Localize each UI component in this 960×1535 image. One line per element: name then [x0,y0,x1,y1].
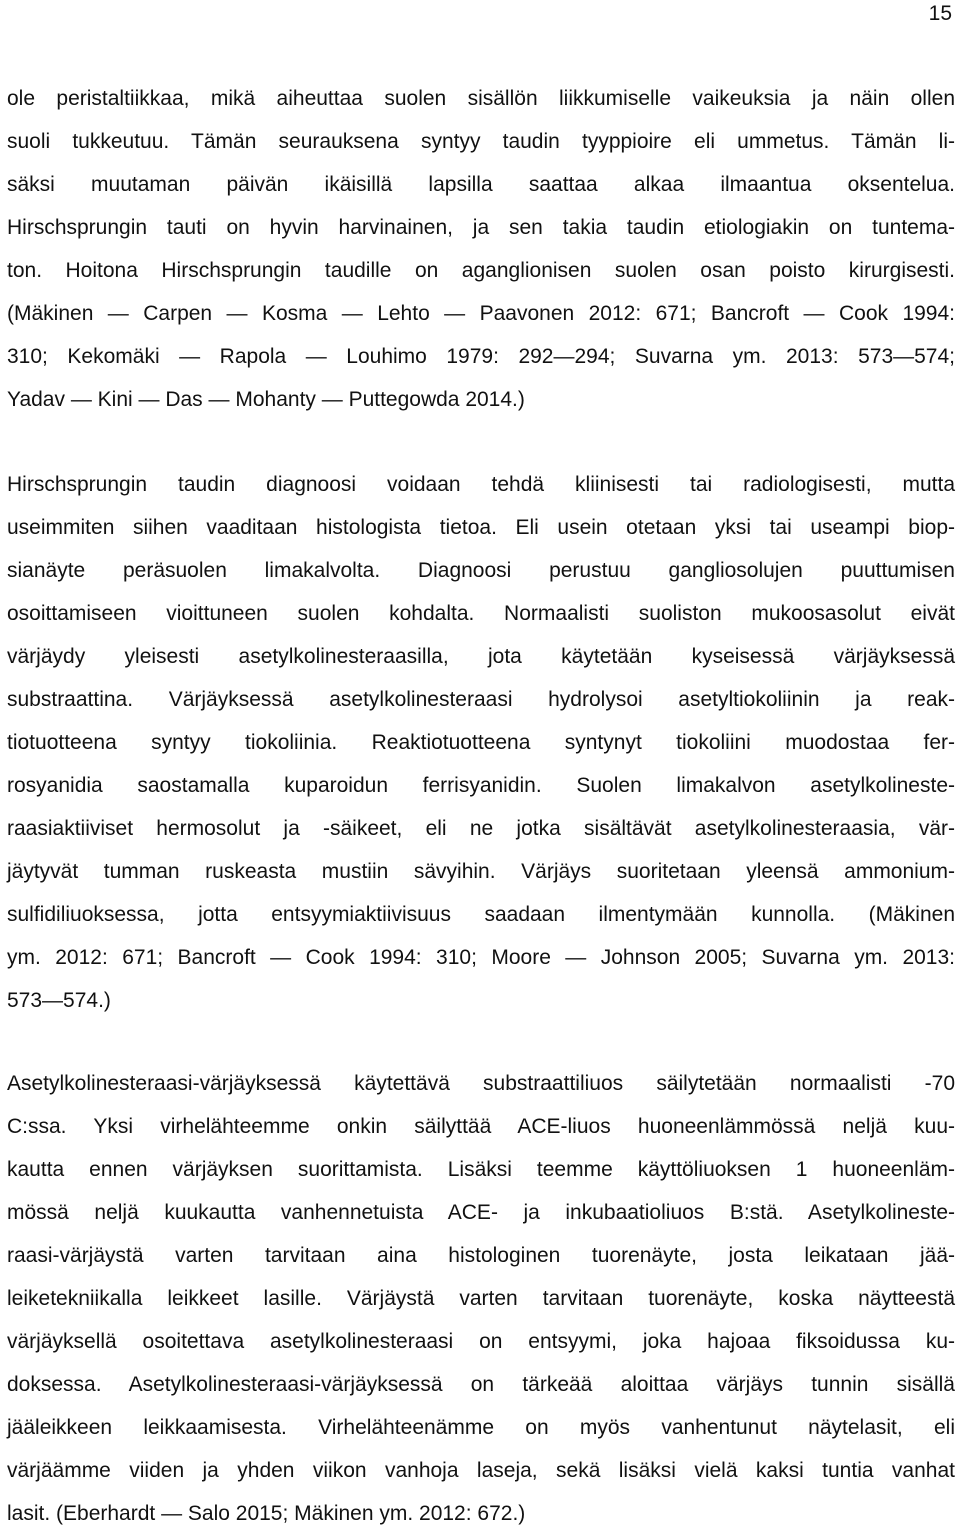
text-line: ole peristaltiikkaa, mikä aiheuttaa suolen sisällön liikkumiselle vaikeuksia ja näin ollen [7,87,955,110]
text-line: Hirschsprungin tauti on hyvin harvinainen, ja sen takia taudin etiologiakin on tuntema- [7,216,955,239]
text-line: jääleikkeen leikkaamisesta. Virhelähteenämme on myös vanhentunut näytelasit, eli [7,1416,955,1439]
text-line: doksessa. Asetylkolinesteraasi-värjäyksessä on tärkeää aloittaa värjäys tunnin sisällä [7,1373,955,1396]
text-line: leiketekniikalla leikkeet lasille. Värjäystä varten tarvitaan tuorenäyte, koska näytteestä [7,1287,955,1310]
text-line: useimmiten siihen vaaditaan histologista tietoa. Eli usein otetaan yksi tai useampi biop- [7,516,955,539]
paragraph-spacer [7,421,955,463]
text-line: raasiaktiiviset hermosolut ja -säikeet, eli ne jotka sisältävät asetylkolinesteraasia, vär- [7,817,955,840]
text-line: tiotuotteena syntyy tiokoliinia. Reaktiotuotteena syntynyt tiokoliini muodostaa fer- [7,731,955,754]
text-line: jäytyvät tumman ruskeasta mustiin sävyihin. Värjäys suoritetaan yleensä ammonium- [7,860,955,883]
text-line: rosyanidia saostamalla kuparoidun ferrisyanidin. Suolen limakalvon asetylkolineste- [7,774,955,797]
text-line: ton. Hoitona Hirschsprungin taudille on aganglionisen suolen osan poisto kirurgisesti. [7,259,955,282]
text-line: sulfidiliuoksessa, jotta entsyymiaktiivisuus saadaan ilmentymään kunnolla. (Mäkinen [7,903,955,926]
text-line: ym. 2012: 671; Bancroft — Cook 1994: 310; Moore — Johnson 2005; Suvarna ym. 2013: [7,946,955,969]
text-line: värjäyksellä osoitettava asetylkolinesteraasi on entsyymi, joka hajoaa fiksoidussa ku- [7,1330,955,1353]
paragraph-spacer [7,1022,955,1062]
text-line: sianäyte peräsuolen limakalvolta. Diagnoosi perustuu gangliosolujen puuttumisen [7,559,955,582]
paragraph-3 [7,1062,955,1535]
document-body [7,77,955,1535]
page-number: 15 [928,2,952,25]
text-line: lasit. (Eberhardt — Salo 2015; Mäkinen ym. 2012: 672.) [7,1502,526,1525]
text-line: mössä neljä kuukautta vanhennetuista ACE- ja inkubaatioliuos B:stä. Asetylkolineste- [7,1201,955,1224]
text-line: 310; Kekomäki — Rapola — Louhimo 1979: 292—294; Suvarna ym. 2013: 573—574; [7,345,955,368]
paragraph-2 [7,463,955,1022]
text-line: (Mäkinen — Carpen — Kosma — Lehto — Paavonen 2012: 671; Bancroft — Cook 1994: [7,302,955,325]
text-line: C:ssa. Yksi virhelähteemme onkin säilyttää ACE-liuos huoneenlämmössä neljä kuu- [7,1115,955,1138]
text-line: Yadav — Kini — Das — Mohanty — Puttegowda 2014.) [7,388,525,411]
text-line: kautta ennen värjäyksen suorittamista. Lisäksi teemme käyttöliuoksen 1 huoneenläm- [7,1158,955,1181]
text-line: suoli tukkeutuu. Tämän seurauksena syntyy taudin tyyppioire eli ummetus. Tämän li- [7,130,955,153]
text-line: 573—574.) [7,989,111,1012]
text-line: raasi-värjäystä varten tarvitaan aina histologinen tuorenäyte, josta leikataan jää- [7,1244,955,1267]
text-line: värjäämme viiden ja yhden viikon vanhoja laseja, sekä lisäksi vielä kaksi tuntia vanhat [7,1459,955,1482]
paragraph-1 [7,77,955,421]
text-line: Asetylkolinesteraasi-värjäyksessä käytettävä substraattiliuos säilytetään normaalisti -70 [7,1072,955,1095]
text-line: säksi muutaman päivän ikäisillä lapsilla saattaa alkaa ilmaantua oksentelua. [7,173,955,196]
text-line: osoittamiseen vioittuneen suolen kohdalta. Normaalisti suoliston mukoosasolut eivät [7,602,955,625]
text-line: värjäydy yleisesti asetylkolinesteraasilla, jota käytetään kyseisessä värjäyksessä [7,645,955,668]
text-line: substraattina. Värjäyksessä asetylkolinesteraasi hydrolysoi asetyltiokoliinin ja reak- [7,688,955,711]
text-line: Hirschsprungin taudin diagnoosi voidaan tehdä kliinisesti tai radiologisesti, mutta [7,473,955,496]
